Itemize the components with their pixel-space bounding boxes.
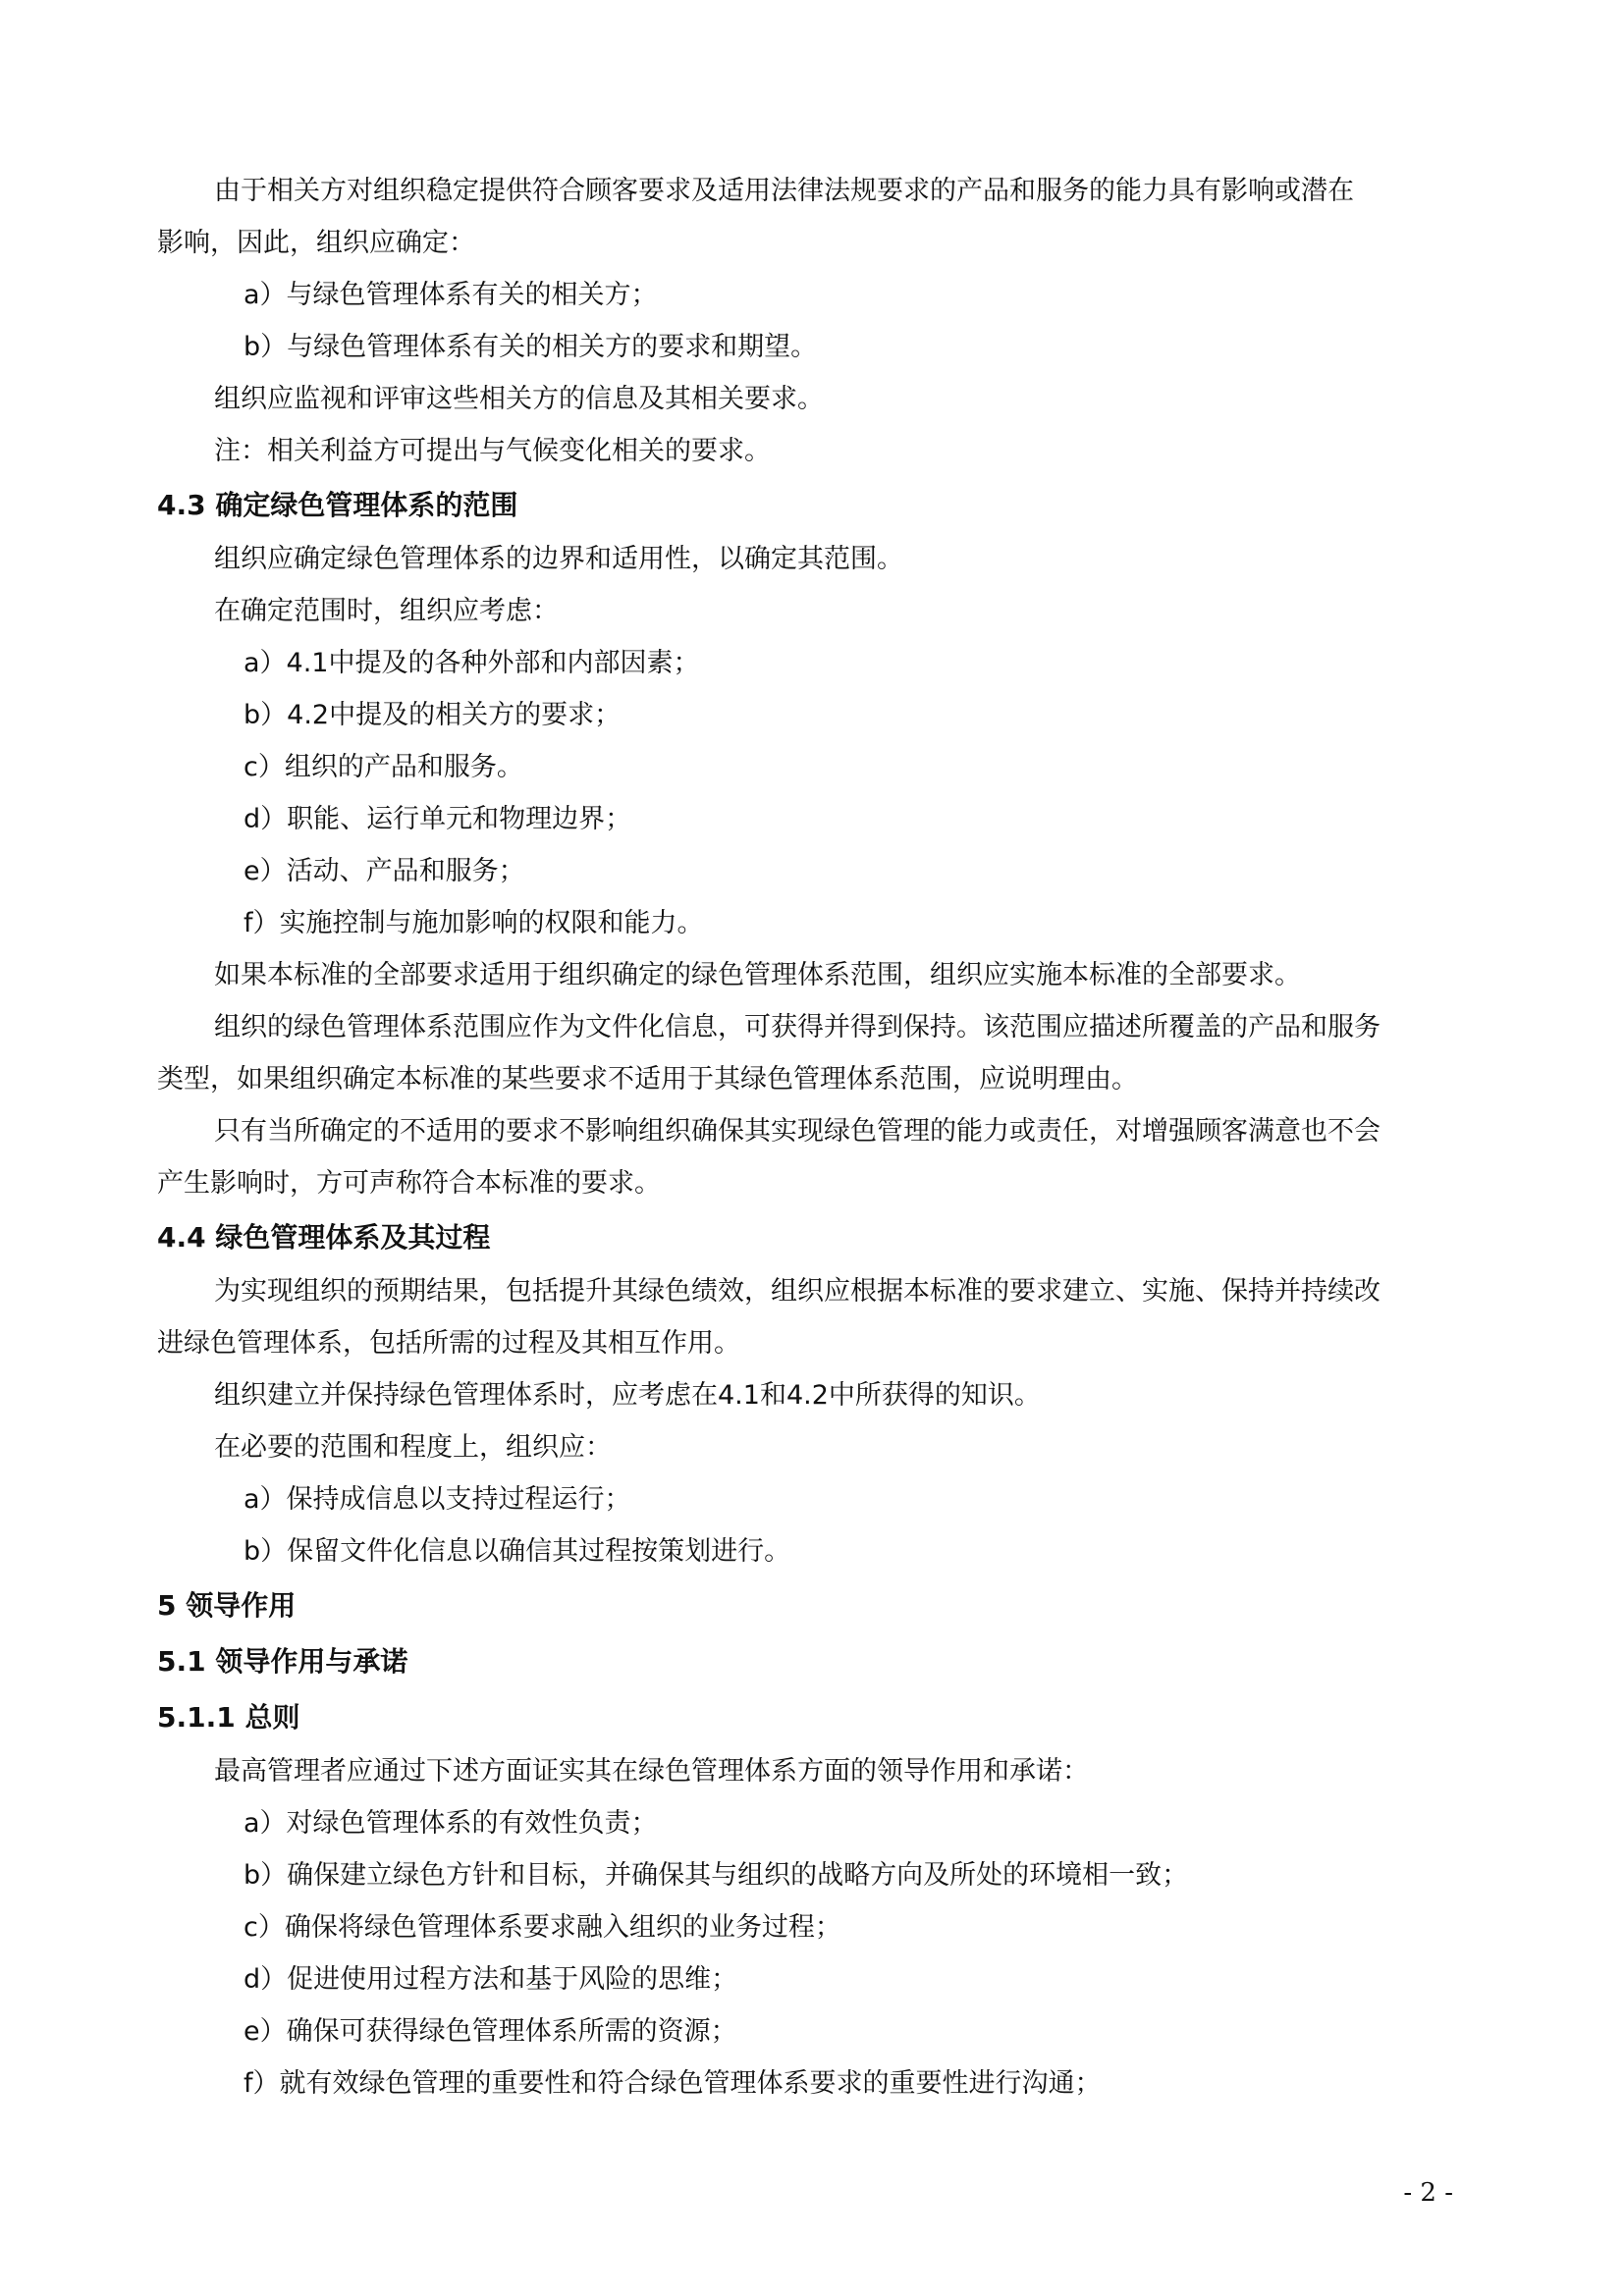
- paragraph-line: 注：相关利益方可提出与气候变化相关的要求。: [214, 436, 771, 466]
- section-heading: 5 领导作用: [157, 1589, 297, 1622]
- list-item: e）确保可获得绿色管理体系所需的资源；: [244, 2016, 737, 2047]
- list-item: f）就有效绿色管理的重要性和符合绿色管理体系要求的重要性进行沟通；: [244, 2068, 1102, 2099]
- list-item: d）促进使用过程方法和基于风险的思维；: [244, 1964, 738, 1995]
- paragraph-line: 最高管理者应通过下述方面证实其在绿色管理体系方面的领导作用和承诺：: [214, 1756, 1089, 1787]
- list-item: b）确保建立绿色方针和目标，并确保其与组织的战略方向及所处的环境相一致；: [244, 1860, 1189, 1891]
- section-heading: 5.1.1 总则: [157, 1701, 300, 1734]
- paragraph-continuation: 进绿色管理体系，包括所需的过程及其相互作用。: [157, 1328, 740, 1359]
- list-item: d）职能、运行单元和物理边界；: [244, 804, 632, 834]
- list-item: b）保留文件化信息以确信其过程按策划进行。: [244, 1536, 791, 1567]
- section-heading: 5.1 领导作用与承诺: [157, 1645, 408, 1678]
- paragraph-line: 组织建立并保持绿色管理体系时，应考虑在4.1和4.2中所获得的知识。: [214, 1380, 1041, 1411]
- paragraph-line: 组织的绿色管理体系范围应作为文件化信息，可获得并得到保持。该范围应描述所覆盖的产品和服务: [214, 1012, 1380, 1042]
- paragraph-line: 在必要的范围和程度上，组织应：: [214, 1432, 612, 1463]
- paragraph-continuation: 产生影响时，方可声称符合本标准的要求。: [157, 1168, 661, 1199]
- section-heading: 4.3 确定绿色管理体系的范围: [157, 489, 518, 521]
- paragraph-continuation: 类型，如果组织确定本标准的某些要求不适用于其绿色管理体系范围，应说明理由。: [157, 1064, 1138, 1095]
- list-item: a）与绿色管理体系有关的相关方；: [244, 280, 658, 310]
- list-item: a）4.1中提及的各种外部和内部因素；: [244, 648, 700, 678]
- list-item: f）实施控制与施加影响的权限和能力。: [244, 908, 704, 938]
- list-item: a）对绿色管理体系的有效性负责；: [244, 1808, 658, 1839]
- list-item: c）确保将绿色管理体系要求融入组织的业务过程；: [244, 1912, 841, 1943]
- paragraph-line: 为实现组织的预期结果，包括提升其绿色绩效，组织应根据本标准的要求建立、实施、保持并持续改: [214, 1276, 1380, 1307]
- section-heading: 4.4 绿色管理体系及其过程: [157, 1221, 491, 1254]
- document-body: [157, 165, 1467, 2109]
- list-item: b）4.2中提及的相关方的要求；: [244, 700, 622, 730]
- paragraph-line: 只有当所确定的不适用的要求不影响组织确保其实现绿色管理的能力或责任，对增强顾客满意也不会: [214, 1116, 1380, 1147]
- list-item: e）活动、产品和服务；: [244, 856, 525, 886]
- paragraph-line: 如果本标准的全部要求适用于组织确定的绿色管理体系范围，组织应实施本标准的全部要求。: [214, 960, 1301, 990]
- list-item: b）与绿色管理体系有关的相关方的要求和期望。: [244, 332, 818, 362]
- page-number: - 2 -: [1403, 2178, 1453, 2208]
- paragraph-line: 组织应确定绿色管理体系的边界和适用性，以确定其范围。: [214, 544, 903, 574]
- list-item: c）组织的产品和服务。: [244, 752, 523, 782]
- paragraph-continuation: 影响，因此，组织应确定：: [157, 228, 475, 258]
- paragraph-line: 由于相关方对组织稳定提供符合顾客要求及适用法律法规要求的产品和服务的能力具有影响或潜在: [214, 176, 1354, 206]
- paragraph-line: 组织应监视和评审这些相关方的信息及其相关要求。: [214, 384, 824, 414]
- paragraph-line: 在确定范围时，组织应考虑：: [214, 596, 559, 626]
- list-item: a）保持成信息以支持过程运行；: [244, 1484, 631, 1515]
